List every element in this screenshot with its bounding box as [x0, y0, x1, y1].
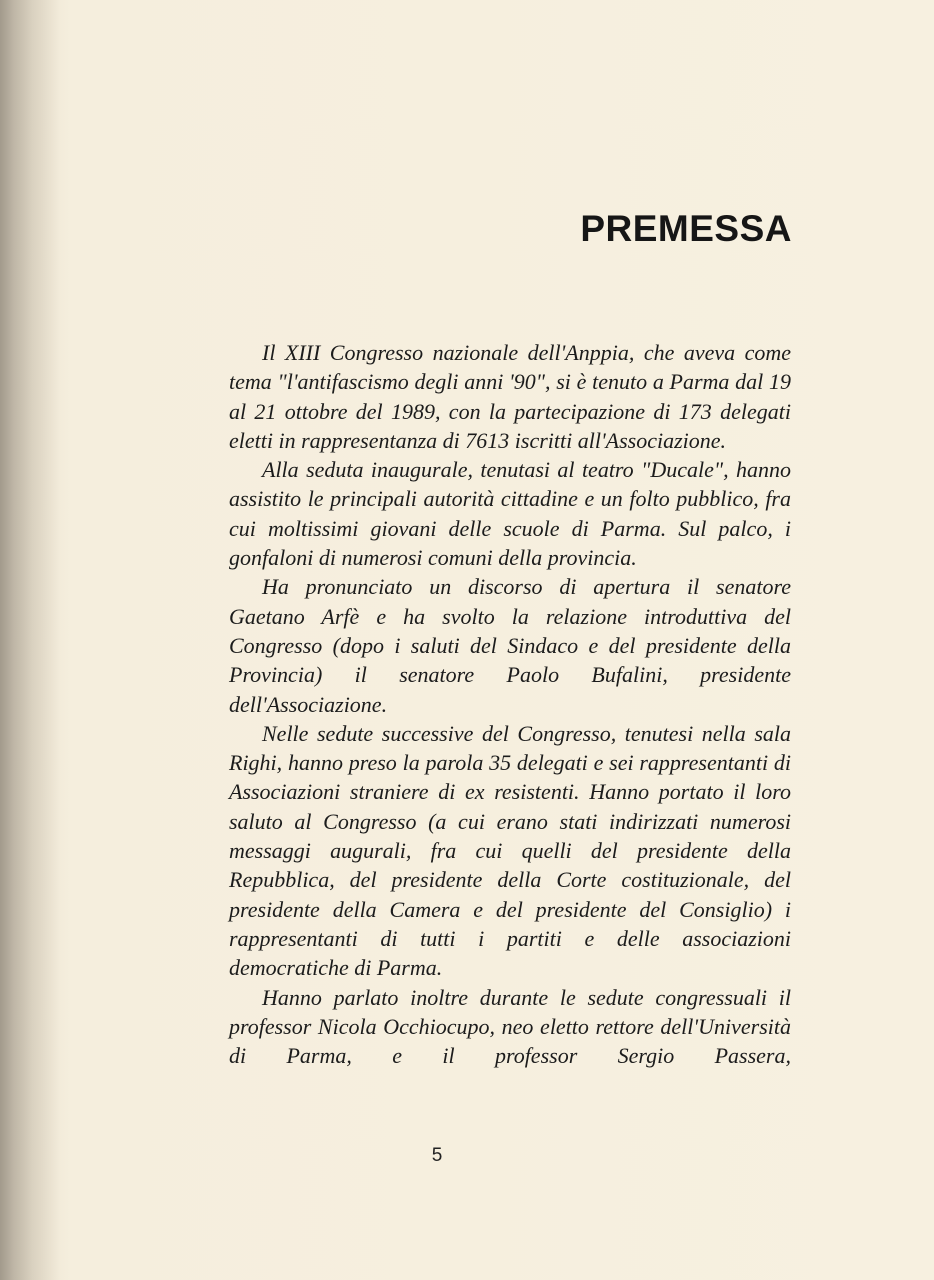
- paragraph-3: Ha pronunciato un discorso di apertura il senatore Gaetano Arfè e ha svolto la relazione introduttiva del Congresso (dopo i saluti del Sindaco e del presidente della Provincia) il senatore Paolo Bufalini, presidente dell'Associazione.: [229, 574, 791, 717]
- body-text: [229, 338, 791, 1070]
- paragraph-2: Alla seduta inaugurale, tenutasi al teatro "Ducale", hanno assistito le principali autorità cittadine e un folto pubblico, fra cui moltissimi giovani delle scuole di Parma. Sul palco, i gonfaloni di numerosi comuni della provincia.: [229, 457, 791, 571]
- paragraph-4: Nelle sedute successive del Congresso, tenutesi nella sala Righi, hanno preso la parola 35 delegati e sei rappresentanti di Associazioni straniere di ex resistenti. Hanno portato il loro saluto al Congresso (a cui erano stati indirizzati numerosi messaggi augurali, fra cui quelli del presidente della Repubblica, del presidente della Corte costituzionale, del presidente della Camera e del presidente del Consiglio) i rappresentanti di tutti i partiti e delle associazioni democratiche di Parma.: [229, 720, 791, 981]
- paragraph-5: Hanno parlato inoltre durante le sedute congressuali il professor Nicola Occhiocupo, neo eletto rettore dell'Università di Parma, e il professor Sergio Passera,: [229, 984, 791, 1069]
- page-title: PREMESSA: [580, 208, 792, 249]
- paragraph-1: Il XIII Congresso nazionale dell'Anppia, che aveva come tema "l'antifascismo degli anni '90", si è tenuto a Parma dal 19 al 21 ottobre del 1989, con la partecipazione di 173 delegati eletti in rappresentanza di 7613 iscritti all'Associazione.: [229, 340, 791, 453]
- page-number: 5: [431, 1145, 443, 1166]
